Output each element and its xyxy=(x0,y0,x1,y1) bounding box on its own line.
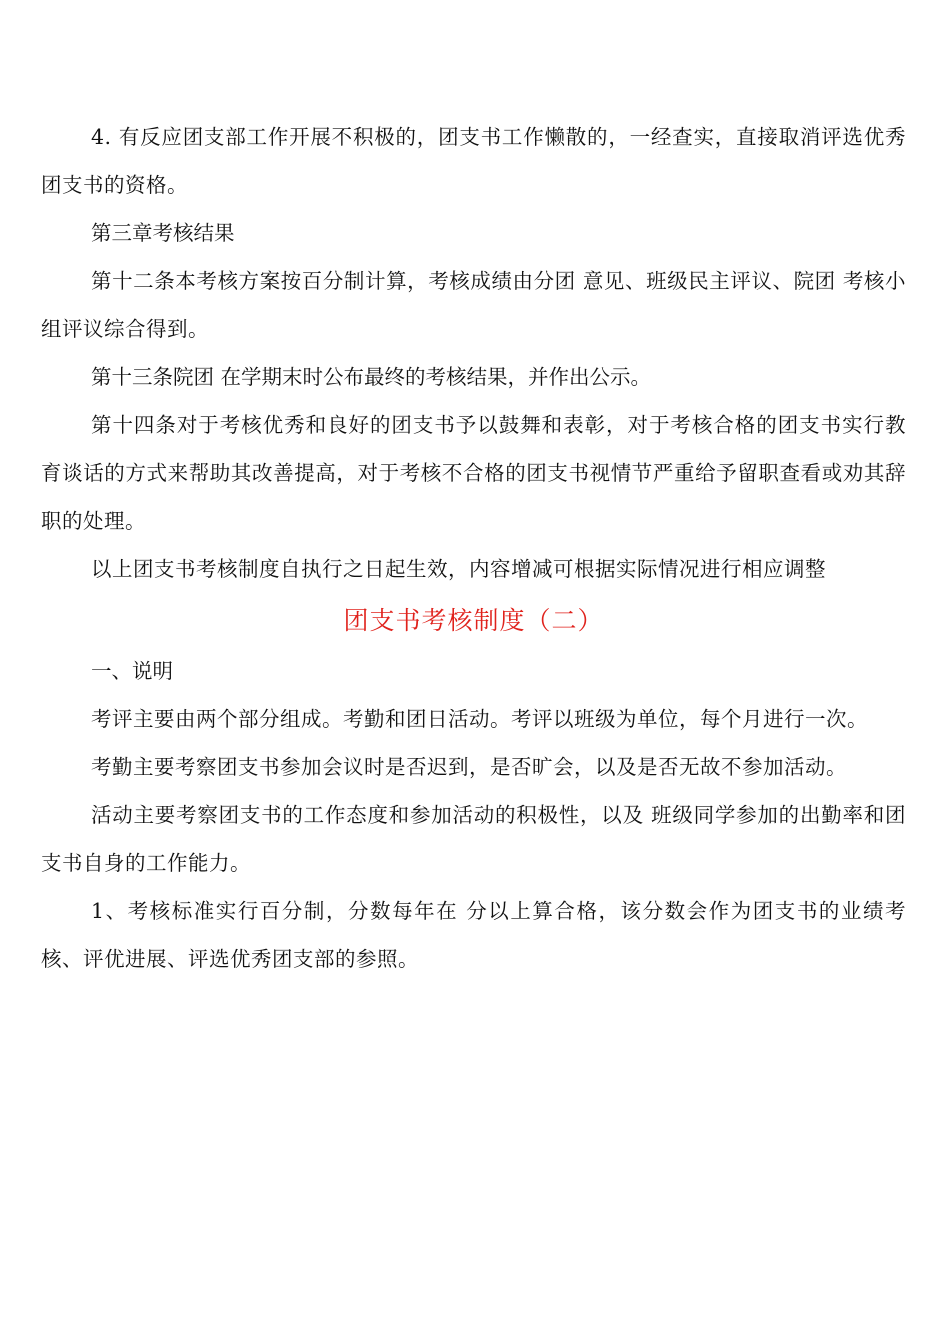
paragraph-attendance: 考勤主要考察团支书参加会议时是否迟到，是否旷会，以及是否无故不参加活动。 xyxy=(91,755,847,779)
paragraph-article-14: 第十四条对于考核优秀和良好的团支书予以鼓舞和表彰，对于考核合格的团支书实行教育谈话的方式来帮助其改善提高，对于考核不合格的团支书视情节严重给予留职查看或劝其辞职的处理。 xyxy=(41,413,906,533)
section-heading-explanation: 一、说明 xyxy=(91,659,173,683)
paragraph-article-13: 第十三条院团 在学期末时公布最终的考核结果，并作出公示。 xyxy=(91,365,652,389)
paragraph-standard: 1、考核标准实行百分制，分数每年在 分以上算合格，该分数会作为团支书的业绩考核、评优进展、评选优秀团支部的参照。 xyxy=(41,899,906,971)
paragraph-article-12: 第十二条本考核方案按百分制计算，考核成绩由分团 意见、班级民主评议、院团 考核小组评议综合得到。 xyxy=(41,269,906,341)
document-title: 团支书考核制度（二） xyxy=(343,606,604,635)
paragraph-activities: 活动主要考察团支书的工作态度和参加活动的积极性，以及 班级同学参加的出勤率和团支书自身的工作能力。 xyxy=(41,803,906,875)
paragraph-effective-clause: 以上团支书考核制度自执行之日起生效，内容增减可根据实际情况进行相应调整 xyxy=(91,557,826,581)
paragraph-evaluation-parts: 考评主要由两个部分组成。考勤和团日活动。考评以班级为单位，每个月进行一次。 xyxy=(91,707,868,731)
paragraph-item-4: 4. 有反应团支部工作开展不积极的，团支书工作懒散的，一经查实，直接取消评选优秀团支书的资格。 xyxy=(41,125,906,197)
chapter-heading: 第三章考核结果 xyxy=(91,221,235,245)
document-body xyxy=(41,113,906,983)
